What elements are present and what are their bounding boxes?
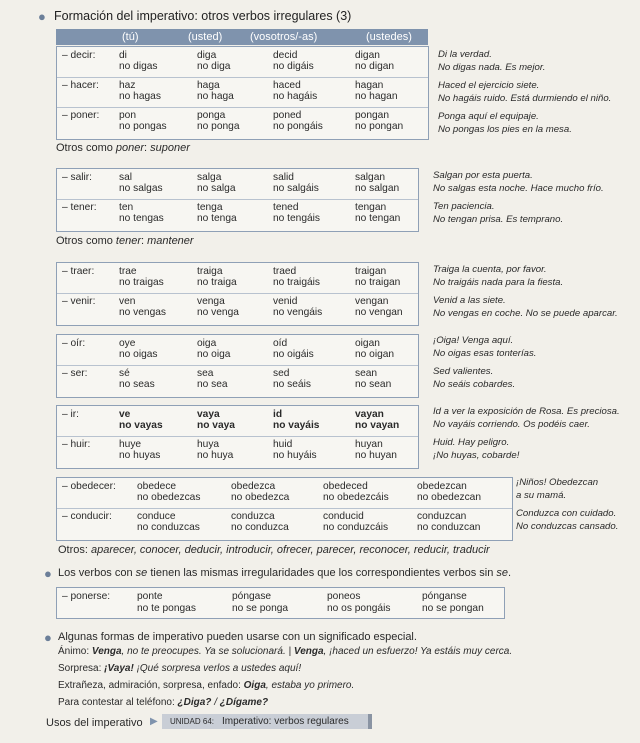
form-usted-neg: no conduzca [231, 522, 289, 533]
form-vos-neg: no obedezcáis [323, 492, 389, 503]
se-text-2: tienen las mismas irregularidades que los correspondientes verbos sin [147, 567, 497, 579]
otros-colon: : [140, 235, 148, 247]
form-ustedes-neg: no vayan [355, 420, 400, 431]
form-ustedes: pónganse [422, 591, 467, 602]
example-sentence: No traigáis nada para la fiesta. [433, 277, 564, 288]
form-vos-neg: no conduzcáis [323, 522, 389, 533]
form-ustedes: huyan [355, 439, 383, 450]
form-tu: ponte [137, 591, 163, 602]
example-sentence: Haced el ejercicio siete. [438, 80, 540, 91]
otros-list-verbs: aparecer, conocer, deducir, introducir, ofrecer, parecer, reconocer, reducir, traducir [91, 544, 490, 556]
form-ustedes-neg: no traigan [355, 277, 401, 288]
unit-number: UNIDAD 64: [170, 717, 215, 726]
form-vos: haced [273, 80, 301, 91]
form-tu-neg: no hagas [119, 91, 161, 102]
form-tu-neg: no conduzcas [137, 522, 200, 533]
verb-label: – traer: [62, 266, 95, 277]
form-tu: pon [119, 110, 136, 121]
form-vos: poned [273, 110, 302, 121]
otros-list-prefix: Otros: [58, 544, 92, 556]
header-vosotros: (vosotros/-as) [250, 31, 318, 43]
form-vos-neg: no hagáis [273, 91, 318, 102]
form-vos: id [273, 409, 283, 420]
bullet-icon: ● [44, 630, 52, 645]
form-tu: conduce [137, 511, 176, 522]
verb-label: – venir: [62, 296, 96, 307]
example-sentence: ¡No huyas, cobarde! [433, 450, 520, 461]
header-ustedes: (ustedes) [366, 31, 412, 43]
verb-table-salir-tener [56, 168, 419, 232]
example-sentence: Traiga la cuenta, por favor. [433, 264, 547, 275]
form-vos: oíd [273, 338, 288, 349]
form-usted: diga [197, 50, 217, 61]
form-tu-neg: no digas [119, 61, 158, 72]
form-usted-neg: no ponga [197, 121, 240, 132]
table-header [56, 29, 428, 45]
form-ustedes: conduzcan [417, 511, 467, 522]
verb-table-obedecer-conducir [56, 477, 513, 541]
otros-tener [56, 235, 194, 247]
verb-label: – ser: [62, 368, 88, 379]
form-tu: sal [119, 172, 133, 183]
form-usted: sea [197, 368, 214, 379]
form-tu-neg: no traigas [119, 277, 164, 288]
form-usted-neg: no salga [197, 183, 236, 194]
verb-label: – poner: [62, 110, 100, 121]
row-separator [57, 107, 428, 108]
form-vos-neg: no vengáis [273, 307, 323, 318]
verb-table-oir-ser [56, 334, 419, 398]
example-sentence: No oigas esas tonterías. [433, 348, 537, 359]
form-vos-neg: no tengáis [273, 213, 321, 224]
form-vos: traed [273, 266, 297, 277]
header-tu: (tú) [122, 31, 139, 43]
otros-prefix: Otros como [56, 142, 116, 154]
form-usted-neg: no vaya [197, 420, 235, 431]
example-sentence: a su mamá. [516, 490, 567, 501]
form-usted: vaya [197, 409, 220, 420]
bullet-icon: ● [44, 566, 52, 581]
form-vos: huid [273, 439, 293, 450]
form-tu-neg: no obedezcas [137, 492, 201, 503]
form-tu: oye [119, 338, 136, 349]
form-ustedes: tengan [355, 202, 387, 213]
form-usted: oiga [197, 338, 217, 349]
line-label: Extrañeza, admiración, sorpresa, enfado: [58, 680, 244, 691]
form-vos: poneos [327, 591, 361, 602]
form-ustedes-neg: no pongan [355, 121, 404, 132]
form-ustedes-neg: no oigan [355, 349, 395, 360]
row-separator [57, 199, 418, 200]
form-vos: decid [273, 50, 298, 61]
form-tu-neg: no oigas [119, 349, 158, 360]
form-ustedes: salgan [355, 172, 386, 183]
form-tu-neg: no seas [119, 379, 155, 390]
otros-poner [56, 142, 190, 154]
verb-table-traer-venir [56, 262, 419, 326]
example-sentence: No pongas los pies en la mesa. [438, 124, 572, 135]
form-ustedes: obedezcan [417, 481, 467, 492]
bullet-icon: ● [38, 9, 46, 24]
form-usted-neg: no traiga [197, 277, 237, 288]
se-word-2: se [496, 567, 509, 579]
form-ustedes-neg: no conduzcan [417, 522, 481, 533]
line-keyword: Venga [91, 646, 122, 657]
example-sentence: No vengas en coche. No se puede aparcar. [433, 308, 618, 319]
form-usted: póngase [232, 591, 272, 602]
example-sentence: Conduzca con cuidado. [516, 508, 617, 519]
form-ustedes-neg: no huyan [355, 450, 397, 461]
example-sentence: ¡Niños! Obedezcan [516, 477, 599, 488]
verb-label: – obedecer: [62, 481, 116, 492]
form-tu-neg: no salgas [119, 183, 163, 194]
form-usted: traiga [197, 266, 223, 277]
form-ustedes-neg: no salgan [355, 183, 400, 194]
form-ustedes-neg: no obedezcan [417, 492, 482, 503]
form-usted-neg: no diga [197, 61, 231, 72]
unit-reference-link[interactable] [162, 714, 370, 729]
example-sentence: No seáis cobardes. [433, 379, 516, 390]
form-vos-neg: no pongáis [273, 121, 323, 132]
form-usted: haga [197, 80, 220, 91]
otros-verb: poner [115, 142, 145, 154]
form-vos-neg: no os pongáis [327, 603, 391, 614]
example-sentence: Id a ver la exposición de Rosa. Es preciosa. [433, 406, 620, 417]
otros-colon: : [144, 142, 151, 154]
form-vos-neg: no oigáis [273, 349, 314, 360]
form-vos-neg: no huyáis [273, 450, 317, 461]
form-usted: obedezca [231, 481, 276, 492]
verb-label: – hacer: [62, 80, 99, 91]
form-ustedes-neg: no tengan [355, 213, 401, 224]
verb-table-ir-huir [56, 405, 419, 469]
verb-label: – ir: [62, 409, 79, 420]
line-text: ¡Qué sorpresa verlos a ustedes aquí! [133, 663, 302, 674]
verb-table-ponerse [56, 587, 505, 619]
example-sentence: No conduzcas cansado. [516, 521, 619, 532]
example-sentence: No vayáis corriendo. Os podéis caer. [433, 419, 590, 430]
se-word-1: se [135, 567, 148, 579]
form-tu: obedece [137, 481, 177, 492]
form-usted-neg: no venga [197, 307, 239, 318]
form-ustedes: pongan [355, 110, 389, 121]
form-tu: haz [119, 80, 136, 91]
form-ustedes-neg: no sean [355, 379, 392, 390]
line-text: , no te preocupes. Ya se solucionará. | [121, 646, 294, 657]
otros-prefix: Otros como [56, 235, 116, 247]
form-usted-neg: no sea [197, 379, 228, 390]
form-vos-neg: no vayáis [273, 420, 320, 431]
line-label: Sorpresa: [58, 663, 105, 674]
special-line-animo [58, 646, 512, 657]
line-keyword: ¿Diga? [177, 697, 212, 708]
line-keyword: Oiga [243, 680, 266, 691]
verb-label: – salir: [62, 172, 93, 183]
unit-marker [368, 714, 372, 729]
example-sentence: Sed valientes. [433, 366, 494, 377]
line-keyword: ¿Dígame? [219, 697, 269, 708]
form-usted: ponga [197, 110, 226, 121]
form-ustedes-neg: no vengan [355, 307, 403, 318]
form-tu: ve [119, 409, 131, 420]
otros-verb: tener [115, 235, 141, 247]
example-sentence: No hagáis ruido. Está durmiendo el niño. [438, 93, 612, 104]
form-vos-neg: no digáis [273, 61, 314, 72]
form-usted-neg: no huya [197, 450, 234, 461]
verb-label: – decir: [62, 50, 96, 61]
special-heading: Algunas formas de imperativo pueden usarse con un significado especial. [58, 631, 417, 643]
verb-label: – ponerse: [62, 591, 111, 602]
example-sentence: Venid a las siete. [433, 295, 506, 306]
example-sentence: Huid. Hay peligro. [433, 437, 510, 448]
header-usted: (usted) [188, 31, 223, 43]
unit-title: Imperativo: verbos regulares [222, 716, 349, 727]
form-ustedes-neg: no digan [355, 61, 395, 72]
form-vos: salid [273, 172, 294, 183]
form-tu-neg: no pongas [119, 121, 167, 132]
line-keyword: ¡Vaya! [104, 663, 134, 674]
form-tu: sé [119, 368, 130, 379]
row-separator [57, 293, 418, 294]
example-sentence: Di la verdad. [438, 49, 492, 60]
form-usted: tenga [197, 202, 223, 213]
verb-label: – huir: [62, 439, 91, 450]
form-ustedes: hagan [355, 80, 384, 91]
form-usted: salga [197, 172, 222, 183]
form-vos: conducid [323, 511, 364, 522]
form-usted-neg: no obedezca [231, 492, 290, 503]
se-heading [58, 567, 511, 579]
arrow-right-icon: ▶ [150, 716, 158, 727]
form-usted: conduzca [231, 511, 275, 522]
form-ustedes-neg: no hagan [355, 91, 398, 102]
special-line-sorpresa [58, 663, 301, 674]
form-ustedes-neg: no se pongan [422, 603, 484, 614]
line-keyword: Venga [293, 646, 324, 657]
example-sentence: Ponga aquí el equipaje. [438, 111, 539, 122]
row-separator [57, 508, 512, 509]
verb-label: – conducir: [62, 511, 112, 522]
form-usted-neg: no oiga [197, 349, 231, 360]
form-ustedes: traigan [355, 266, 387, 277]
example-sentence: ¡Oiga! Venga aquí. [433, 335, 514, 346]
se-text-1: Los verbos con [58, 567, 136, 579]
form-tu-neg: no huyas [119, 450, 161, 461]
form-vos-neg: no salgáis [273, 183, 319, 194]
form-tu: di [119, 50, 127, 61]
line-text: , estaba yo primero. [265, 680, 355, 691]
verb-label: – oír: [62, 338, 86, 349]
example-sentence: No salgas esta noche. Hace mucho frío. [433, 183, 604, 194]
line-label: Ánimo: [58, 646, 92, 657]
form-usted-neg: no se ponga [232, 603, 289, 614]
section-title: Formación del imperativo: otros verbos irregulares (3) [54, 9, 352, 23]
line-label: Para contestar al teléfono: [58, 697, 178, 708]
example-sentence: Salgan por esta puerta. [433, 170, 533, 181]
row-separator [57, 77, 428, 78]
example-sentence: Ten paciencia. [433, 201, 495, 212]
row-separator [57, 365, 418, 366]
form-vos-neg: no traigáis [273, 277, 321, 288]
form-ustedes: sean [355, 368, 378, 379]
footer-label: Usos del imperativo [46, 717, 143, 729]
otros-example: suponer [150, 142, 190, 154]
form-tu-neg: no te pongas [137, 603, 196, 614]
form-vos: tened [273, 202, 299, 213]
form-tu-neg: no vengas [119, 307, 167, 318]
row-separator [57, 436, 418, 437]
form-usted-neg: no tenga [197, 213, 237, 224]
form-vos: obedeced [323, 481, 368, 492]
otros-list [58, 544, 490, 556]
form-vos: sed [273, 368, 290, 379]
line-text: / [211, 697, 220, 708]
form-vos: venid [273, 296, 298, 307]
form-ustedes: vayan [355, 409, 384, 420]
example-sentence: No digas nada. Es mejor. [438, 62, 546, 73]
special-line-extraneza [58, 680, 354, 691]
form-tu: ven [119, 296, 136, 307]
form-tu: huye [119, 439, 142, 450]
form-usted: huya [197, 439, 220, 450]
verb-label: – tener: [62, 202, 97, 213]
example-sentence: No tengan prisa. Es temprano. [433, 214, 564, 225]
special-line-telefono [58, 697, 268, 708]
otros-example: mantener [147, 235, 194, 247]
form-usted: venga [197, 296, 225, 307]
line-text: , ¡haced un esfuerzo! Ya estáis muy cerca. [323, 646, 513, 657]
form-ustedes: vengan [355, 296, 389, 307]
se-text-3: . [508, 567, 512, 579]
form-tu-neg: no vayas [119, 420, 163, 431]
form-ustedes: oigan [355, 338, 380, 349]
form-vos-neg: no seáis [273, 379, 311, 390]
form-ustedes: digan [355, 50, 380, 61]
form-tu: ten [119, 202, 134, 213]
form-tu-neg: no tengas [119, 213, 164, 224]
form-usted-neg: no haga [197, 91, 234, 102]
form-tu: trae [119, 266, 137, 277]
verb-table-decir-hacer-poner [56, 46, 429, 140]
